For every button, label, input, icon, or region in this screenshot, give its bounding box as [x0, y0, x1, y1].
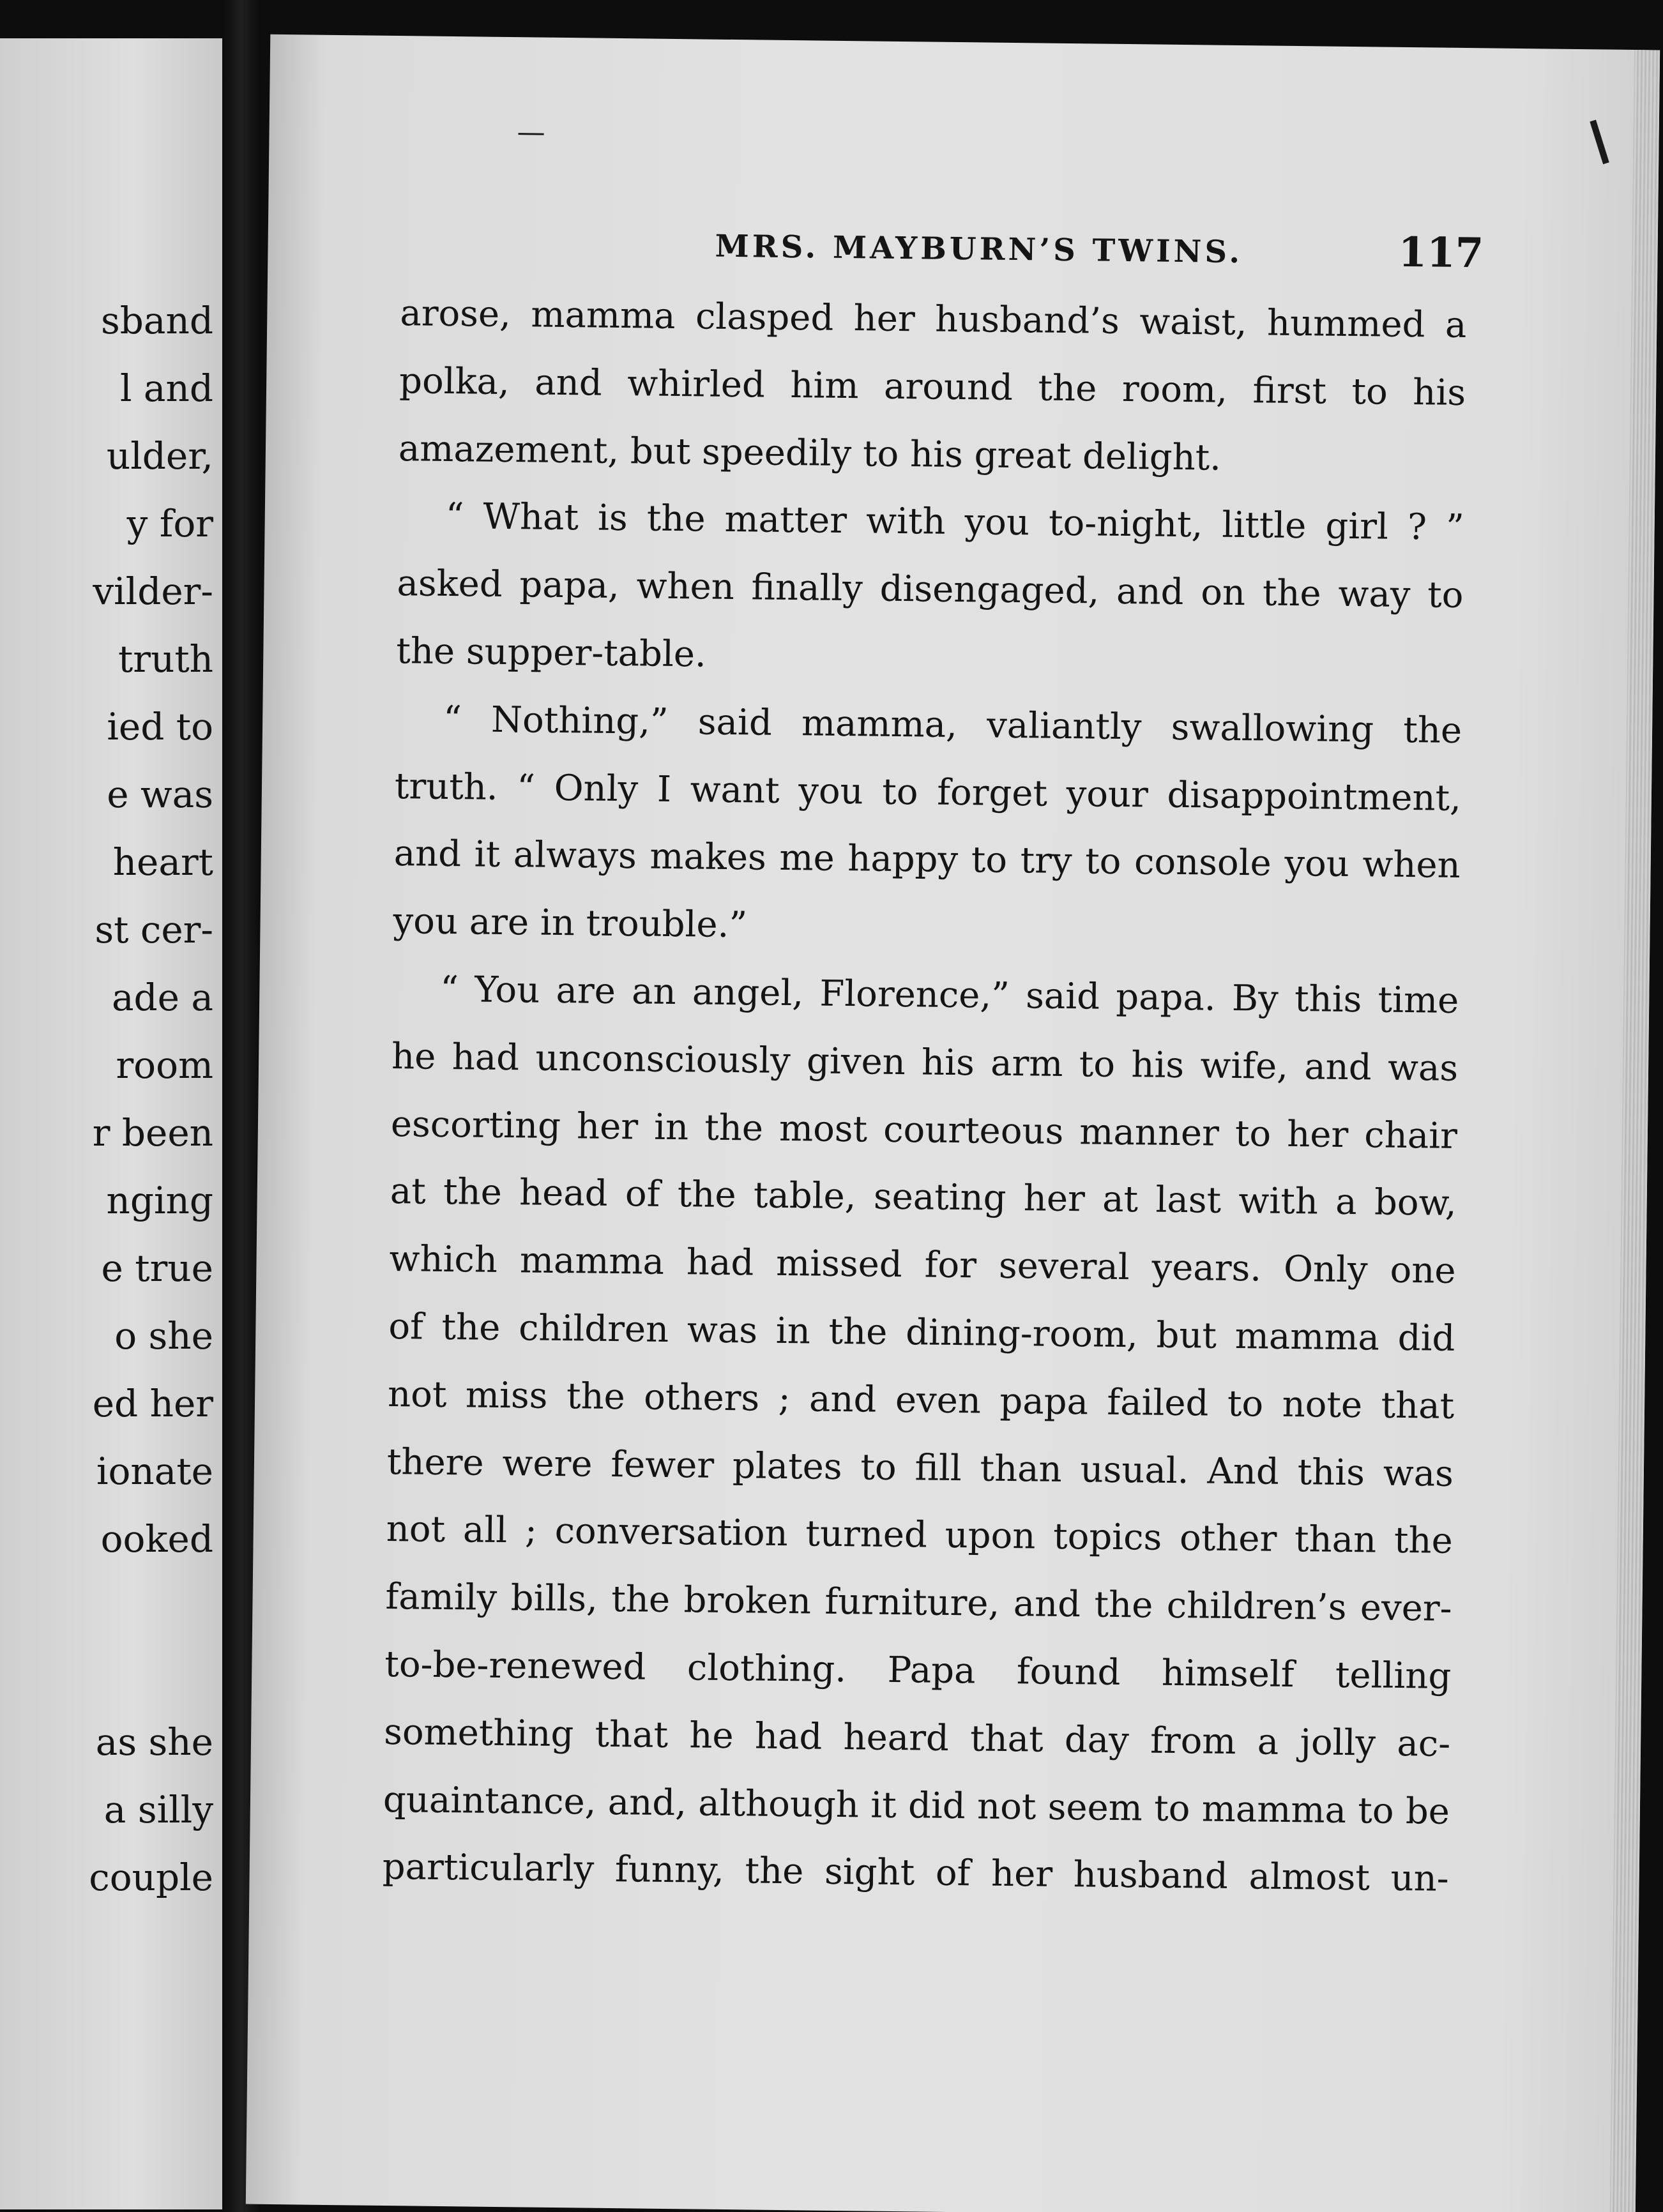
- running-head: MRS. MAYBURN’S TWINS.: [715, 228, 1243, 271]
- left-page-line: a silly: [103, 1788, 213, 1831]
- left-page-line: e true: [101, 1246, 213, 1290]
- text-line: quaintance, and, although it did not seem to mamma to be: [383, 1778, 1450, 1833]
- left-page-line: st cer-: [95, 908, 213, 951]
- text-line: not miss the others ; and even papa failed to note that: [387, 1373, 1455, 1427]
- scan-blemish: [1590, 119, 1609, 164]
- text-line: particularly funny, the sight of her husband almost un-: [382, 1846, 1450, 1900]
- text-line: family bills, the broken furniture, and the children’s ever-: [385, 1576, 1452, 1630]
- left-page-line: sband: [101, 299, 213, 342]
- page-edge: [1610, 50, 1660, 2212]
- left-page-line: nging: [106, 1179, 213, 1222]
- left-page-line: ade a: [111, 976, 213, 1019]
- text-line: escorting her in the most courteous manner to her chair: [390, 1103, 1458, 1157]
- text-line: there were fewer plates to fill than usual. And this was: [386, 1441, 1454, 1495]
- text-line: of the children was in the dining-room, but mamma did: [388, 1305, 1455, 1360]
- text-line: at the head of the table, seating her at last with a bow,: [390, 1170, 1457, 1225]
- left-page-line: as she: [95, 1720, 213, 1764]
- left-page-line: vilder-: [93, 570, 213, 613]
- text-line: “ You are an angel, Florence,” said papa. By this time: [440, 968, 1459, 1022]
- text-line: which mamma had missed for several years. Only one: [389, 1238, 1456, 1292]
- left-page-line: truth: [118, 637, 213, 681]
- left-page-line: r been: [92, 1111, 213, 1155]
- text-line: polka, and whirled him around the room, first to his: [399, 360, 1466, 414]
- scan-blemish: [519, 133, 544, 135]
- text-line: arose, mamma clasped her husband’s waist, hummed a: [400, 292, 1467, 347]
- page-number: 117: [1398, 228, 1484, 278]
- text-line: to-be-renewed clothing. Papa found himself telling: [384, 1643, 1452, 1697]
- previous-page-fragment: [0, 38, 222, 2209]
- text-line: not all ; conversation turned upon topics other than the: [386, 1508, 1454, 1563]
- left-page-line: o she: [114, 1314, 213, 1358]
- left-page-line: ionate: [96, 1450, 213, 1493]
- book-page: [246, 34, 1660, 2212]
- left-page-line: heart: [112, 840, 213, 884]
- text-line: “ What is the matter with you to-night, little girl ? ”: [445, 496, 1465, 549]
- text-line: “ Nothing,” said mamma, valiantly swallowing the: [443, 698, 1462, 752]
- left-page-line: l and: [119, 367, 213, 410]
- text-line: asked papa, when finally disengaged, and on the way to: [397, 563, 1464, 617]
- left-page-line: couple: [89, 1856, 213, 1899]
- left-page-line: ulder,: [106, 434, 213, 478]
- left-page-line: room: [116, 1043, 213, 1087]
- text-line: something that he had heard that day from a jolly ac-: [383, 1711, 1451, 1765]
- left-page-line: ooked: [100, 1517, 213, 1561]
- text-line: the supper-table.: [396, 630, 707, 676]
- text-line: truth. “ Only I want you to forget your disappointment,: [394, 765, 1462, 819]
- text-line: you are in trouble.”: [393, 900, 748, 946]
- left-page-line: e was: [107, 773, 213, 816]
- left-page-line: ed her: [92, 1382, 213, 1425]
- left-page-line: ied to: [107, 705, 213, 748]
- text-line: amazement, but speedily to his great delight.: [398, 427, 1222, 479]
- page-body-text: [382, 280, 1467, 1913]
- left-page-line: y for: [126, 502, 213, 545]
- text-line: he had unconsciously given his arm to his wife, and was: [391, 1035, 1459, 1089]
- text-line: and it always makes me happy to try to console you when: [393, 833, 1461, 887]
